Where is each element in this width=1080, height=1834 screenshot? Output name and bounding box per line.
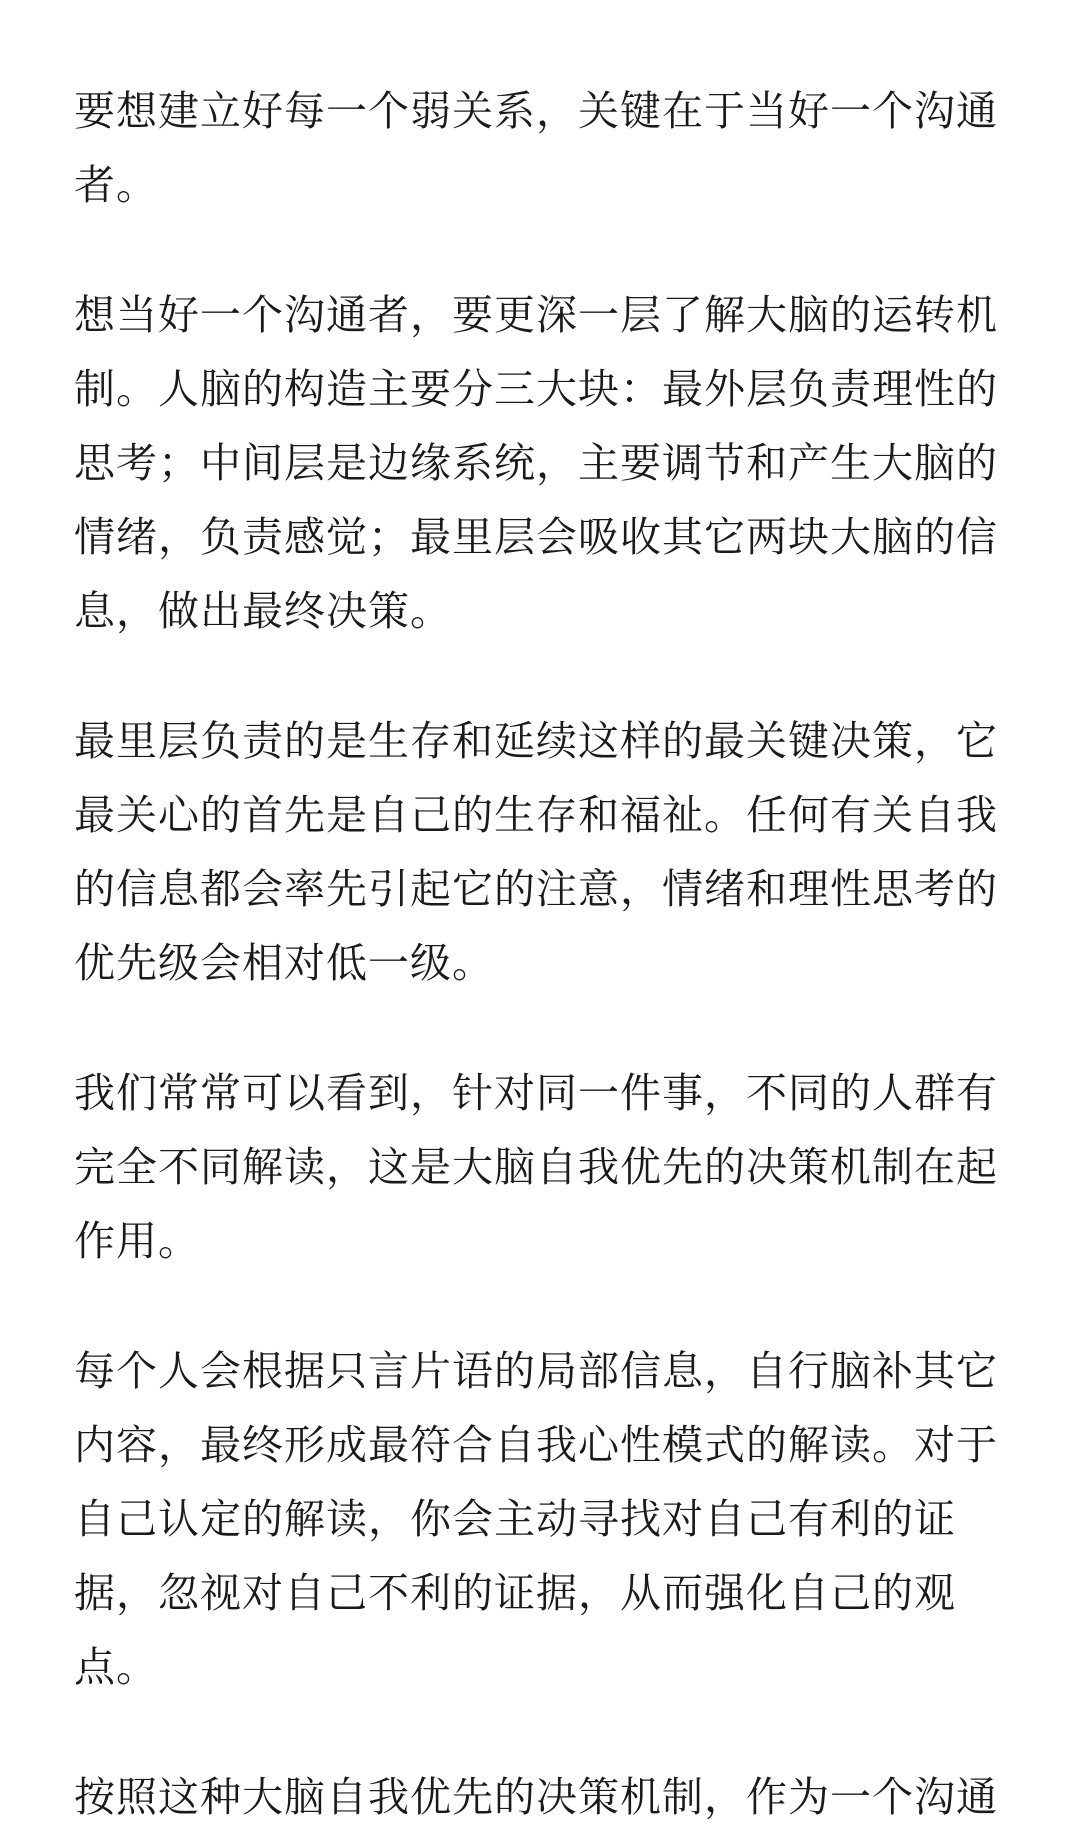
paragraph-brain-structure: 想当好一个沟通者，要更深一层了解大脑的运转机制。人脑的构造主要分三大块：最外层负责理性的思考；中间层是边缘系统，主要调节和产生大脑的情绪，负责感觉；最里层会吸收其它两块大脑的信息，做出最终决策。 xyxy=(74,291,998,635)
paragraph-weak-ties: 要想建立好每一个弱关系，关键在于当好一个沟通者。 xyxy=(74,87,998,209)
paragraph-communicator-truncated: 按照这种大脑自我优先的决策机制，作为一个沟通 xyxy=(74,1773,998,1821)
paragraph-confirmation-bias: 每个人会根据只言片语的局部信息，自行脑补其它内容，最终形成最符合自我心性模式的解读。对于自己认定的解读，你会主动寻找对自己有利的证据，忽视对自己不利的证据，从而强化自己的观点。 xyxy=(74,1347,998,1691)
paragraph-different-interpretations: 我们常常可以看到，针对同一件事，不同的人群有完全不同解读，这是大脑自我优先的决策机制在起作用。 xyxy=(74,1069,998,1265)
article-body xyxy=(74,74,1006,1834)
paragraph-innermost-layer: 最里层负责的是生存和延续这样的最关键决策，它最关心的首先是自己的生存和福祉。任何有关自我的信息都会率先引起它的注意，情绪和理性思考的优先级会相对低一级。 xyxy=(74,717,998,987)
